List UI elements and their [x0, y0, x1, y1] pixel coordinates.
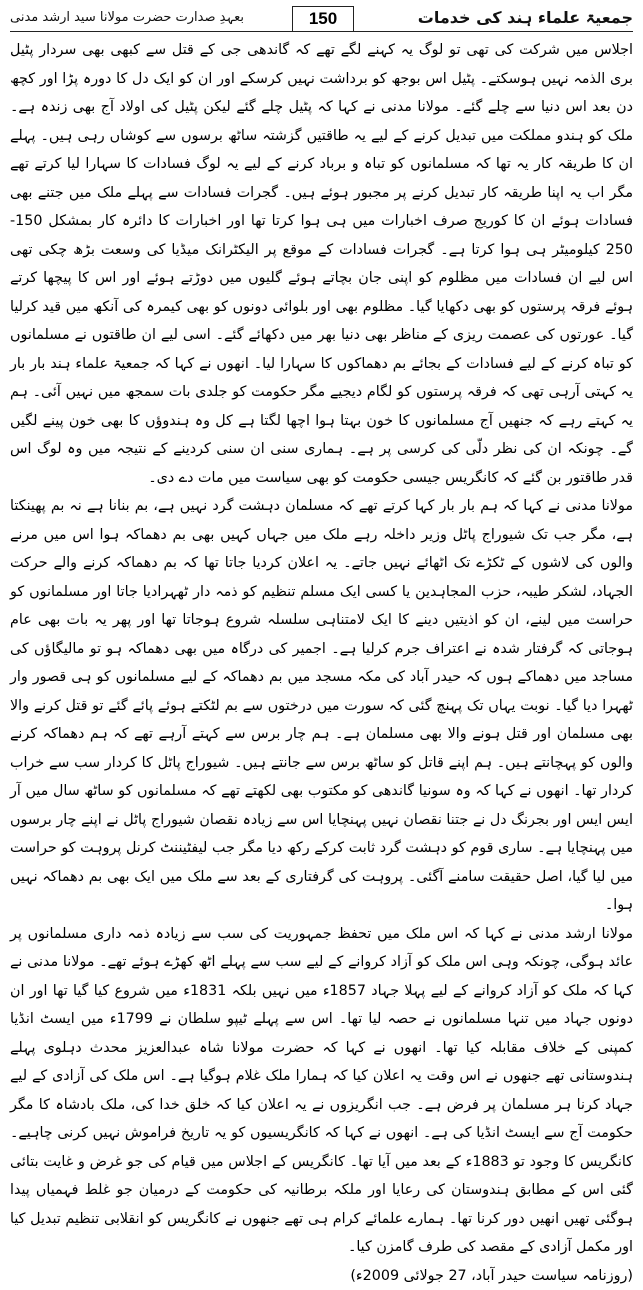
paragraph: مولانا مدنی نے کہا کہ ہم بار بار کہا کرتے تھے کہ مسلمان دہشت گرد نہیں ہے، بم بنانا ہے نہ بم پھینکتا ہے، مگر جب تک شیوراج پاٹل وزیر داخلہ رہے ملک میں جہاں کہیں بھی بم دھماکہ ہوا اس میں مرنے والوں کی لاشوں کے ٹکڑے تک اٹھائے نہیں جاتے۔ یہ اعلان کردیا جاتا تھا کہ بم دھماکہ کرنے والے حرکت الجہاد، لشکر طیبہ، حزب المجاہدین یا کسی ایک مسلم تنظیم کو ذمہ دار ٹھہرادیا جاتا اور مسلمانوں کو حراست میں لینے، ان کو اذیتیں دینے کا ایک لامتناہی سلسلہ شروع ہوجاتا تھا اور پھر یہ بات بھی عام ہوجاتی کہ گرفتار شدہ نے اعتراف جرم کرلیا ہے۔ اجمیر کی درگاہ میں بھی دھماکہ ہو تو مالیگاؤں کی مساجد میں دھماکے ہوں کہ حیدر آباد کی مکہ مسجد میں بم دھماکہ کے لیے مسلمانوں کو ہی قصور وار ٹھہرا دیا گیا۔ نوبت یہاں تک پہنچ گئی کہ سورت میں درختوں سے بم لٹکتے ہوئے پائے گئے تو قتل کرنے والا بھی مسلمان اور قتل ہونے والا بھی مسلمان ہے۔ ہم چار برس سے کہتے آرہے تھے کہ ہم دھماکہ کرنے والوں کو پہچانتے ہیں۔ ہم اپنے قاتل کو ساٹھ برس سے جانتے ہیں۔ شیوراج پاٹل کا کردار سب سے خراب کردار تھا۔ انھوں نے کہا کہ وہ سونیا گاندھی کو مکتوب بھی لکھتے تھے کہ مسلمانوں کو ساٹھ سال میں آر ایس ایس اور بجرنگ دل نے جتنا نقصان نہیں پہنچایا اس سے زیادہ نقصان شیوراج پاٹل نے اپنے چار برسوں میں پہنچایا ہے۔ ساری قوم کو دہشت گرد ثابت کرکے رکھ دیا مگر جب لیفٹیننٹ کرنل پروہت کو حراست میں لیا گیا، اصل حقیقت سامنے آگئی۔ پروہت کی گرفتاری کے بعد سے ملک میں ایک بھی بم دھماکہ نہیں ہوا۔ — [10, 492, 633, 920]
page-number: 150 — [292, 6, 354, 32]
paragraph: اجلاس میں شرکت کی تھی تو لوگ یہ کہنے لگے تھے کہ گاندھی جی کے قتل سے کبھی بھی سردار پٹیل بری الذمہ نہیں ہوسکتے۔ پٹیل اس بوجھ کو برداشت نہیں کرسکے اور ان کو ایک دل کا دورہ پڑا اور کچھ دن بعد اس دنیا سے چلے گئے۔ مولانا مدنی نے کہا کہ پٹیل چلے گئے لیکن پٹیل کی اولاد آج بھی زندہ ہے۔ ملک کو ہندو مملکت میں تبدیل کرنے کے لیے یہ طاقتیں گزشتہ ساٹھ برسوں سے کوشاں رہی ہیں۔ پہلے ان کا طریقہ کار یہ تھا کہ مسلمانوں کو تباہ و برباد کرنے کے لیے یہ لوگ فسادات کا سہارا لیا کرتے تھے مگر اب یہ اپنا طریقہ کار تبدیل کرنے پر مجبور ہوئے ہیں۔ گجرات فسادات سے پہلے ملک میں جتنے بھی فسادات ہوئے ان کا کوریج صرف اخبارات میں ہی ہوا کرتا تھا اور اخبارات کا دائرہ کار بمشکل 150-250 کیلومیٹر ہی ہوا کرتا ہے۔ گجرات فسادات کے موقع پر الیکٹرانک میڈیا کی وسعت بڑھ چکی تھی اس لیے ان فسادات میں مظلوم کو اپنی جان بچاتے ہوئے گلیوں میں دوڑتے ہوئے اور اس کا پیچھا کرتے ہوئے فرقہ پرستوں کو بھی دکھایا گیا۔ مظلوم بھی اور بلوائی دونوں کو بھی کیمرہ کی آنکھ میں قید کرلیا گیا۔ عورتوں کی عصمت ریزی کے مناظر بھی دنیا بھر میں دکھائے گئے۔ اسی لیے ان طاقتوں نے مسلمانوں کو تباہ کرنے کے لیے فسادات کے بجائے بم دھماکوں کا سہارا لیا۔ انھوں نے کہا کہ جمعیۃ علماء ہند بار بار یہ کہتی آرہی تھی کہ فرقہ پرستوں کو لگام دیجیے مگر حکومت کو جلدی بات سمجھ میں نہیں آئی۔ ہم یہ کہتے رہے کہ جنھیں آج مسلمانوں کا خون بہتا ہوا اچھا لگتا ہے کل وہ ہندوؤں کا بھی خون پینے لگیں گے۔ چونکہ ان کی نظر دلّی کی کرسی پر ہے۔ ہماری سنی ان سنی کردینے کے نتیجہ میں وہ لوگ اس قدر طاقتور بن گئے کہ کانگریس جیسی حکومت کو بھی سیاست میں مات دے دی۔ — [10, 36, 633, 492]
header-divider — [10, 31, 633, 32]
book-title: جمعیۃ علماء ہند کی خدمات — [418, 8, 633, 27]
paragraph: مولانا ارشد مدنی نے کہا کہ اس ملک میں تحفظ جمہوریت کی سب سے زیادہ ذمہ داری مسلمانوں پر عائد ہوگی، چونکہ وہی اس ملک کو آزاد کروانے کے لیے سب سے پہلے اٹھ کھڑے ہوئے تھے۔ مولانا مدنی نے کہا کہ ملک کو آزاد کروانے کے لیے پہلا جہاد 1857ء میں نہیں بلکہ 1831ء میں شروع کیا گیا تھا اور ان دونوں جہاد میں تنہا مسلمانوں نے حصہ لیا تھا۔ اس سے پہلے ٹیپو سلطان نے 1799ء میں ایسٹ انڈیا کمپنی کے خلاف مقابلہ کیا تھا۔ انھوں نے کہا کہ حضرت مولانا شاہ عبدالعزیز محدث دہلوی پہلے ہندوستانی تھے جنھوں نے اس وقت یہ اعلان کیا کہ ہمارا ملک غلام ہوگیا ہے۔ اس ملک کی آزادی کے لیے جہاد کرنا ہر مسلمان پر فرض ہے۔ جب انگریزوں نے یہ اعلان کیا کہ خلق خدا کی، ملک بادشاہ کا مگر حکومت آج سے ایسٹ انڈیا کی ہے۔ انھوں نے کہا کہ کانگریسیوں کو یہ تاریخ فراموش نہیں کرنی چاہیے۔ کانگریس کا وجود تو 1883ء کے بعد میں آیا تھا۔ کانگریس کے اجلاس میں قیام کی جو غرض و غایت بتائی گئی اس کے مطابق ہندوستان کی رعایا اور ملکہ برطانیہ کی حکومت کے درمیان جو غلط فہمیاں پیدا ہوگئی تھیں انھیں دور کرنا تھا۔ ہمارے علمائے کرام ہی تھے جنھوں نے کانگریس کو انقلابی تنظیم تبدیل کیا اور مکمل آزادی کے مقصد کی طرف گامزن کیا۔ — [10, 920, 633, 1262]
article-body — [10, 36, 633, 1290]
running-header — [10, 6, 633, 34]
book-subtitle: بعہدِ صدارت حضرت مولانا سید ارشد مدنی — [10, 10, 244, 25]
source-citation: (روزنامہ سیاست حیدر آباد، 27 جولائی 2009ء) — [10, 1262, 633, 1290]
